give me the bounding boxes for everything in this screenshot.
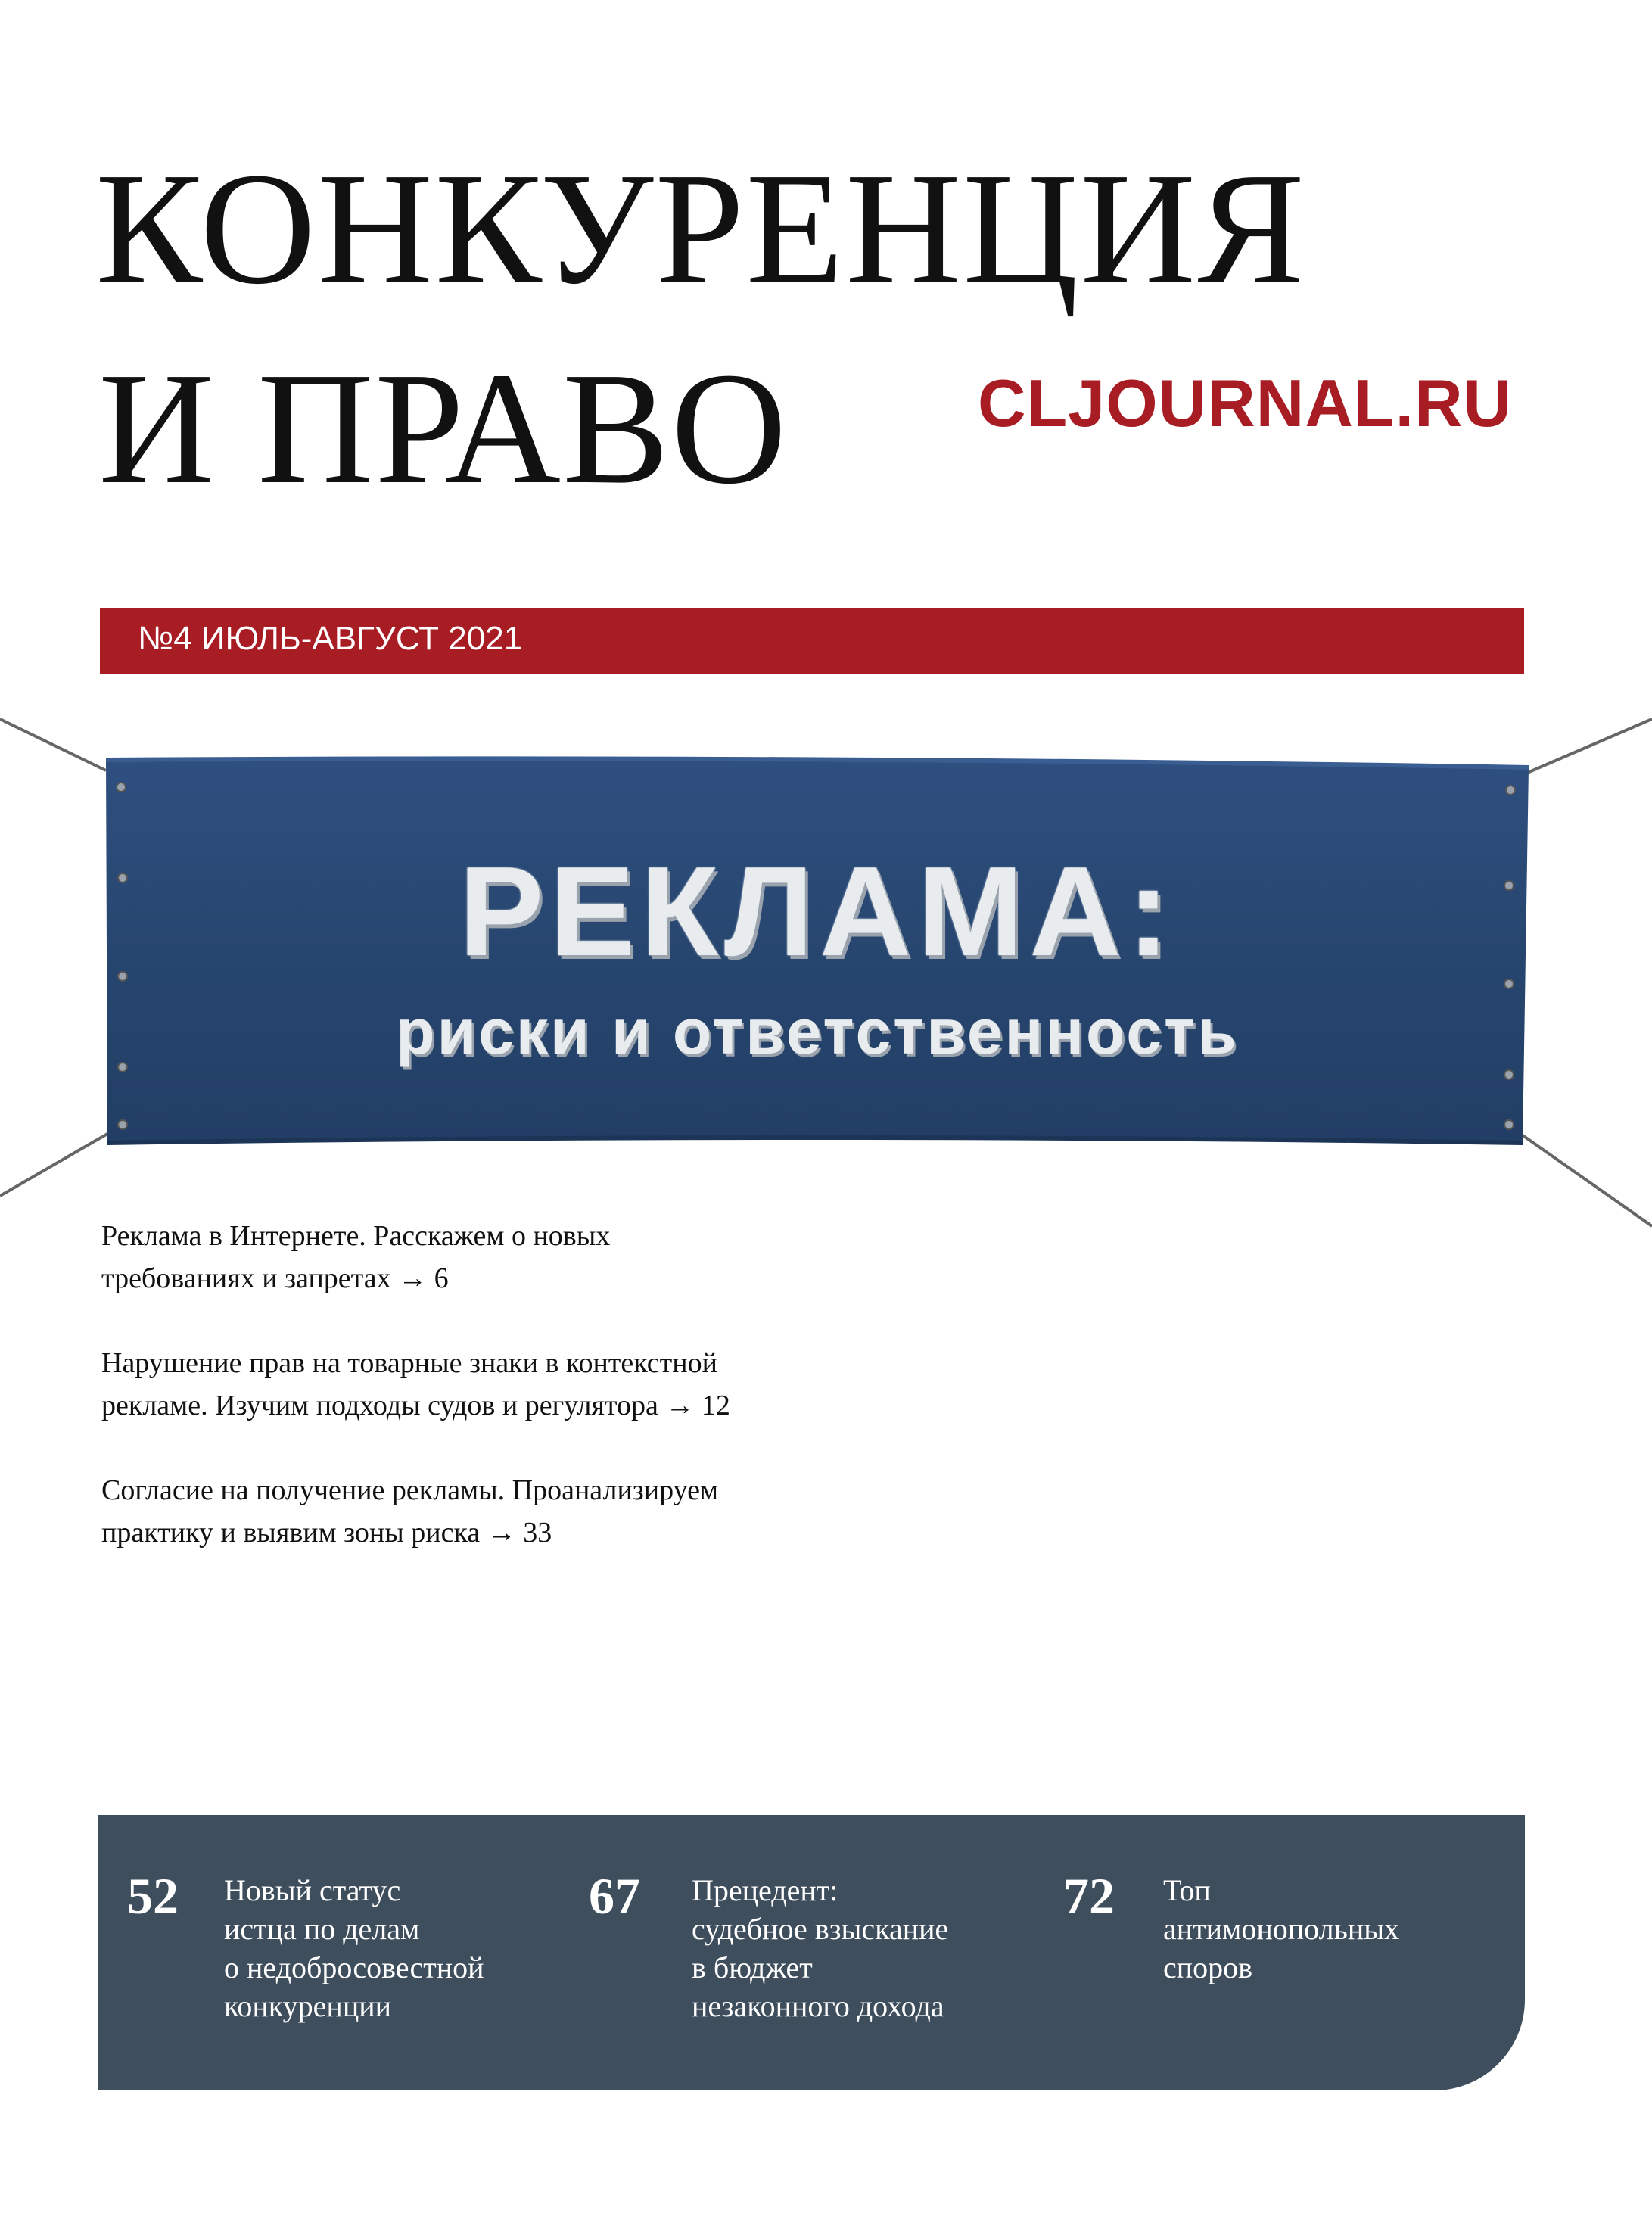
teaser-page-ref: → 12 [665,1390,730,1421]
footer-panel [98,1815,1525,2090]
teaser-text: Реклама в Интернете. Расскажем о новых требованиях и запретах [101,1220,611,1294]
teaser-page-ref: → 33 [487,1517,552,1549]
cover-banner [0,704,1652,1234]
teaser-item [101,1469,1010,1554]
issue-label: №4 ИЮЛЬ-АВГУСТ 2021 [138,620,523,657]
footer-item-page: 52 [127,1867,179,1925]
rope-bottom-left [0,1134,107,1196]
footer-item-text: Новый статус истца по делам о недобросовестной конкуренции [224,1873,484,2023]
issue-bar [100,608,1524,674]
teaser-item [101,1215,1010,1300]
teaser-list [101,1215,1010,1596]
banner-title: РЕКЛАМА: [459,840,1176,982]
teaser-page-ref: → 6 [398,1262,449,1294]
teaser-item [101,1342,1010,1427]
magazine-title-line2: И ПРАВО [98,339,789,517]
banner-subtitle: риски и ответственность [396,996,1239,1067]
footer-item-text: Прецедент: судебное взыскание в бюджет незаконного дохода [692,1873,949,2023]
teaser-text: Согласие на получение рекламы. Проанализируем практику и выявим зоны риска [101,1474,719,1549]
magazine-title-line1: КОНКУРЕНЦИЯ [95,139,1306,317]
rope-top-right [1526,719,1652,774]
rope-top-left [0,719,106,770]
footer-item-page: 72 [1063,1867,1115,1925]
teaser-text: Нарушение прав на товарные знаки в контекстной рекламе. Изучим подходы судов и регулятора [101,1347,717,1421]
rope-bottom-right [1523,1135,1652,1226]
footer-item-page: 67 [589,1867,640,1925]
footer-item-text: Топ антимонопольных споров [1163,1873,1400,1984]
site-url: CLJOURNAL.RU [978,366,1513,440]
